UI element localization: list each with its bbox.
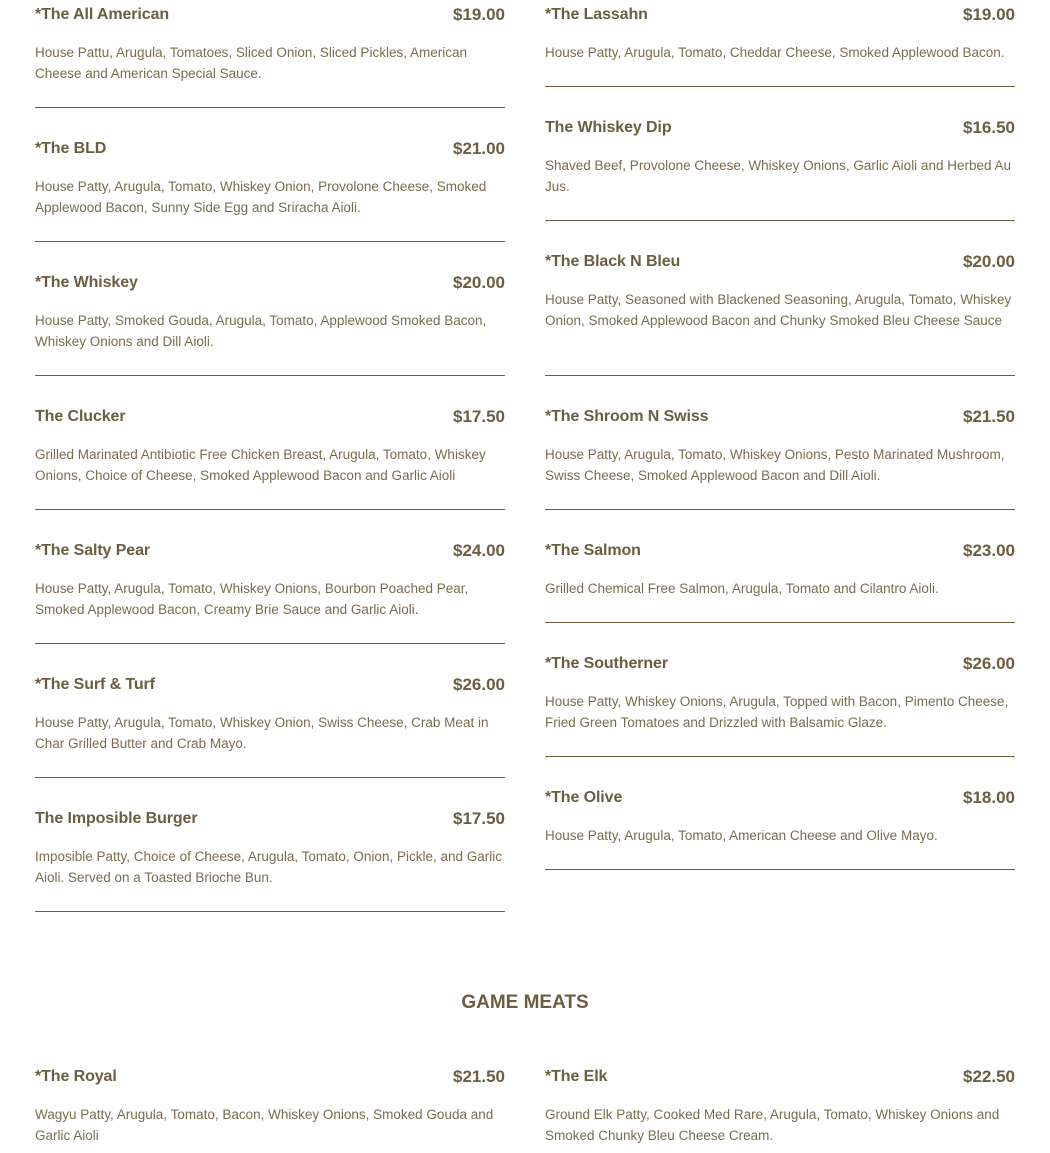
menu-item <box>35 538 505 620</box>
menu-item <box>35 1064 505 1146</box>
divider <box>35 777 505 778</box>
menu-item-name: *The Surf & Turf <box>35 676 155 693</box>
menu-item <box>35 270 505 352</box>
divider <box>545 509 1015 510</box>
menu-item-description: Grilled Marinated Antibiotic Free Chicken Breast, Arugula, Tomato, Whiskey Onions, Choice of Cheese, Smoked Applewood Bacon and Garlic Aioli <box>35 447 486 483</box>
menu-item-name: *The Lassahn <box>545 6 648 23</box>
menu-item-price: $23.00 <box>963 541 1015 560</box>
menu-item-description: House Patty, Arugula, Tomato, American Cheese and Olive Mayo. <box>545 828 938 843</box>
menu-item-description: Shaved Beef, Provolone Cheese, Whiskey Onions, Garlic Aioli and Herbed Au Jus. <box>545 158 1012 194</box>
divider <box>545 756 1015 757</box>
menu-item-name: *The Whiskey <box>35 274 138 291</box>
divider <box>35 911 505 912</box>
menu-item-name: The Imposible Burger <box>35 810 198 827</box>
menu-item-price: $18.00 <box>963 788 1015 807</box>
divider <box>35 241 505 242</box>
menu-item <box>35 806 505 888</box>
menu-item <box>545 115 1015 197</box>
menu-item-name: *The BLD <box>35 140 107 157</box>
menu-item-description: House Patty, Arugula, Tomato, Cheddar Cheese, Smoked Applewood Bacon. <box>545 45 1005 60</box>
menu-item <box>35 136 505 218</box>
menu-item <box>35 672 505 754</box>
menu-item-price: $21.00 <box>453 139 505 158</box>
menu-item-price: $21.50 <box>963 407 1015 426</box>
menu-item-name: *The Salmon <box>545 542 641 559</box>
divider <box>545 220 1015 221</box>
menu-item-price: $20.00 <box>453 273 505 292</box>
divider <box>35 643 505 644</box>
menu-item-price: $26.00 <box>963 654 1015 673</box>
menu-item-name: *The Southerner <box>545 655 668 672</box>
menu-item-description: House Patty, Arugula, Tomato, Whiskey Onions, Pesto Marinated Mushroom, Swiss Cheese, Smoked Applewood Bacon and Dill Aioli. <box>545 447 1005 483</box>
menu-item-description: Wagyu Patty, Arugula, Tomato, Bacon, Whiskey Onions, Smoked Gouda and Garlic Aioli <box>35 1107 494 1143</box>
divider <box>545 375 1015 376</box>
menu-item-price: $17.50 <box>453 809 505 828</box>
menu-item-description: Ground Elk Patty, Cooked Med Rare, Arugula, Tomato, Whiskey Onions and Smoked Chunky Bleu Cheese Cream. <box>545 1107 1000 1143</box>
menu-item <box>545 1064 1015 1146</box>
menu-item-name: *The Salty Pear <box>35 542 151 559</box>
menu-item <box>545 538 1015 599</box>
menu-item-name: *The Elk <box>545 1068 608 1085</box>
menu-item-description: House Patty, Arugula, Tomato, Whiskey Onion, Provolone Cheese, Smoked Applewood Bacon, Sunny Side Egg and Sriracha Aioli. <box>35 179 487 215</box>
divider <box>545 622 1015 623</box>
menu-item-name: The Whiskey Dip <box>545 119 672 136</box>
menu-item-price: $19.00 <box>963 5 1015 24</box>
menu-item-description: House Patty, Whiskey Onions, Arugula, Topped with Bacon, Pimento Cheese, Fried Green Tomatoes and Drizzled with Balsamic Glaze. <box>545 694 1009 730</box>
divider <box>35 375 505 376</box>
menu-item <box>545 651 1015 733</box>
menu-item <box>35 404 505 486</box>
menu-item <box>545 2 1015 63</box>
divider <box>35 107 505 108</box>
section-title-game-meats: GAME MEATS <box>461 992 589 1013</box>
menu-item-price: $17.50 <box>453 407 505 426</box>
menu-item-description: House Pattu, Arugula, Tomatoes, Sliced Onion, Sliced Pickles, American Cheese and American Special Sauce. <box>35 45 467 81</box>
menu-item-price: $19.00 <box>453 5 505 24</box>
menu-item-price: $20.00 <box>963 252 1015 271</box>
menu-item-description: House Patty, Seasoned with Blackened Seasoning, Arugula, Tomato, Whiskey Onion, Smoked Applewood Bacon and Chunky Smoked Bleu Cheese Sauce <box>545 292 1012 328</box>
divider <box>35 509 505 510</box>
menu-item-name: The Clucker <box>35 408 126 425</box>
menu-item-name: *The Black N Bleu <box>545 253 681 270</box>
menu-item-price: $21.50 <box>453 1067 505 1086</box>
menu-item <box>545 785 1015 846</box>
menu-item-description: Grilled Chemical Free Salmon, Arugula, Tomato and Cilantro Aioli. <box>545 581 939 596</box>
menu-item-description: House Patty, Arugula, Tomato, Whiskey Onions, Bourbon Poached Pear, Smoked Applewood Bacon, Creamy Brie Sauce and Garlic Aioli. <box>35 581 469 617</box>
menu-item-price: $16.50 <box>963 118 1015 137</box>
menu-item-name: *The Olive <box>545 789 623 806</box>
menu-item-name: *The Royal <box>35 1068 117 1085</box>
menu-item <box>35 2 505 84</box>
menu-item-price: $24.00 <box>453 541 505 560</box>
menu-item-price: $22.50 <box>963 1067 1015 1086</box>
menu-item <box>545 249 1015 331</box>
menu-item-description: Imposible Patty, Choice of Cheese, Arugula, Tomato, Onion, Pickle, and Garlic Aioli. Served on a Toasted Brioche Bun. <box>35 849 502 885</box>
menu-item-name: *The All American <box>35 6 170 23</box>
menu-item-description: House Patty, Smoked Gouda, Arugula, Tomato, Applewood Smoked Bacon, Whiskey Onions and Dill Aioli. <box>35 313 487 349</box>
menu-item-description: House Patty, Arugula, Tomato, Whiskey Onion, Swiss Cheese, Crab Meat in Char Grilled Butter and Crab Mayo. <box>35 715 489 751</box>
divider <box>545 869 1015 870</box>
menu-item-name: *The Shroom N Swiss <box>545 408 709 425</box>
divider <box>545 86 1015 87</box>
menu-item <box>545 404 1015 486</box>
menu-item-price: $26.00 <box>453 675 505 694</box>
